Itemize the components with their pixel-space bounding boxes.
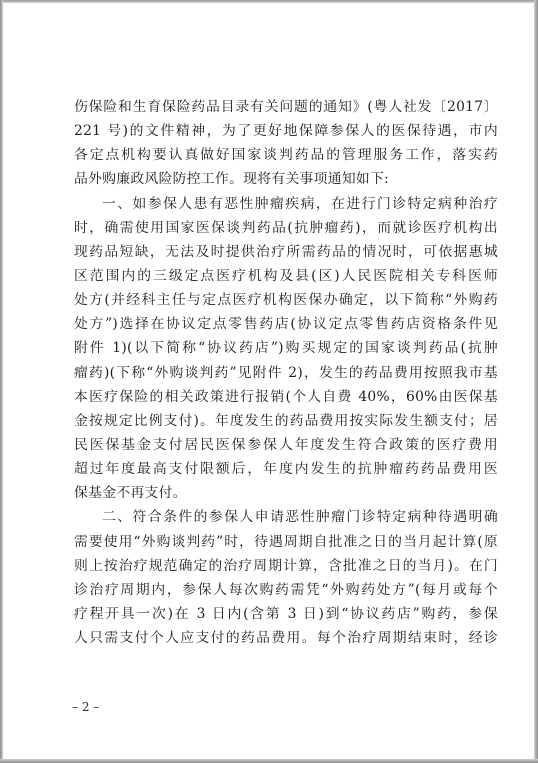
text-line: 瘤药)(下称“外购谈判药”见附件 2)，发生的药品费用按照我市基	[74, 364, 498, 381]
text-line: 金按规定比例支付)。年度发生的药品费用按实际发生额支付；居	[74, 412, 498, 429]
text-line: 时，确需使用国家医保谈判药品(抗肿瘤药)，而就诊医疗机构出	[74, 219, 498, 236]
page-number: – 2 –	[72, 700, 100, 714]
text-line: 区范围内的三级定点医疗机构及县(区)人民医院相关专科医师	[74, 267, 498, 284]
text-line: 则上按治疗规范确定的治疗周期计算，含批准之日的当月)。在门	[74, 557, 498, 574]
text-line: 人只需支付个人应支付的药品费用。每个治疗周期结束时，经诊	[74, 630, 498, 647]
document-body	[74, 95, 498, 650]
text-line: 品外购廉政风险防控工作。现将有关事项通知如下:	[74, 171, 390, 188]
text-line: 221 号)的文件精神，为了更好地保障参保人的医保待遇，市内	[74, 123, 498, 140]
text-line: 超过年度最高支付限额后，年度内发生的抗肿瘤药药品费用医	[74, 461, 498, 478]
scan-border-left	[0, 0, 3, 763]
text-line: 诊治疗周期内，参保人每次购药需凭“外购药处方”(每月或每个	[74, 581, 498, 598]
text-line: 疗程开具一次)在 3 日内(含第 3 日)到“协议药店”购药，参保	[74, 605, 498, 622]
text-line: 伤保险和生育保险药品目录有关问题的通知》(粤人社发〔2017〕	[74, 99, 498, 115]
text-line: 附件 1)(以下简称“协议药店”)购买规定的国家谈判药品(抗肿	[74, 340, 498, 357]
text-line: 处方”)选择在协议定点零售药店(协议定点零售药店资格条件见	[74, 316, 498, 333]
scan-border-right	[534, 0, 538, 763]
text-line: 需要使用“外购谈判药”时，待遇周期自批准之日的当月起计算(原	[74, 533, 498, 550]
text-line: 保基金不再支付。	[74, 485, 187, 502]
scan-border-top	[0, 0, 538, 3]
text-line: 民医保基金支付居民医保参保人年度发生符合政策的医疗费用	[74, 436, 498, 453]
text-line: 处方(并经科主任与定点医疗机构医保办确定，以下简称“外购药	[74, 292, 498, 309]
paragraph-start-line: 二、符合条件的参保人申请恶性肿瘤门诊特定病种待遇明确	[102, 509, 498, 526]
paragraph-start-line: 一、如参保人患有恶性肿瘤疾病，在进行门诊特定病种治疗	[102, 195, 498, 212]
text-line: 本医疗保险的相关政策进行报销(个人自费 40%，60%由医保基	[74, 388, 498, 405]
text-line: 现药品短缺，无法及时提供治疗所需药品的情况时，可依据惠城	[74, 243, 498, 260]
text-line: 各定点机构要认真做好国家谈判药品的管理服务工作，落实药	[74, 147, 498, 164]
scan-border-bottom	[0, 759, 538, 763]
